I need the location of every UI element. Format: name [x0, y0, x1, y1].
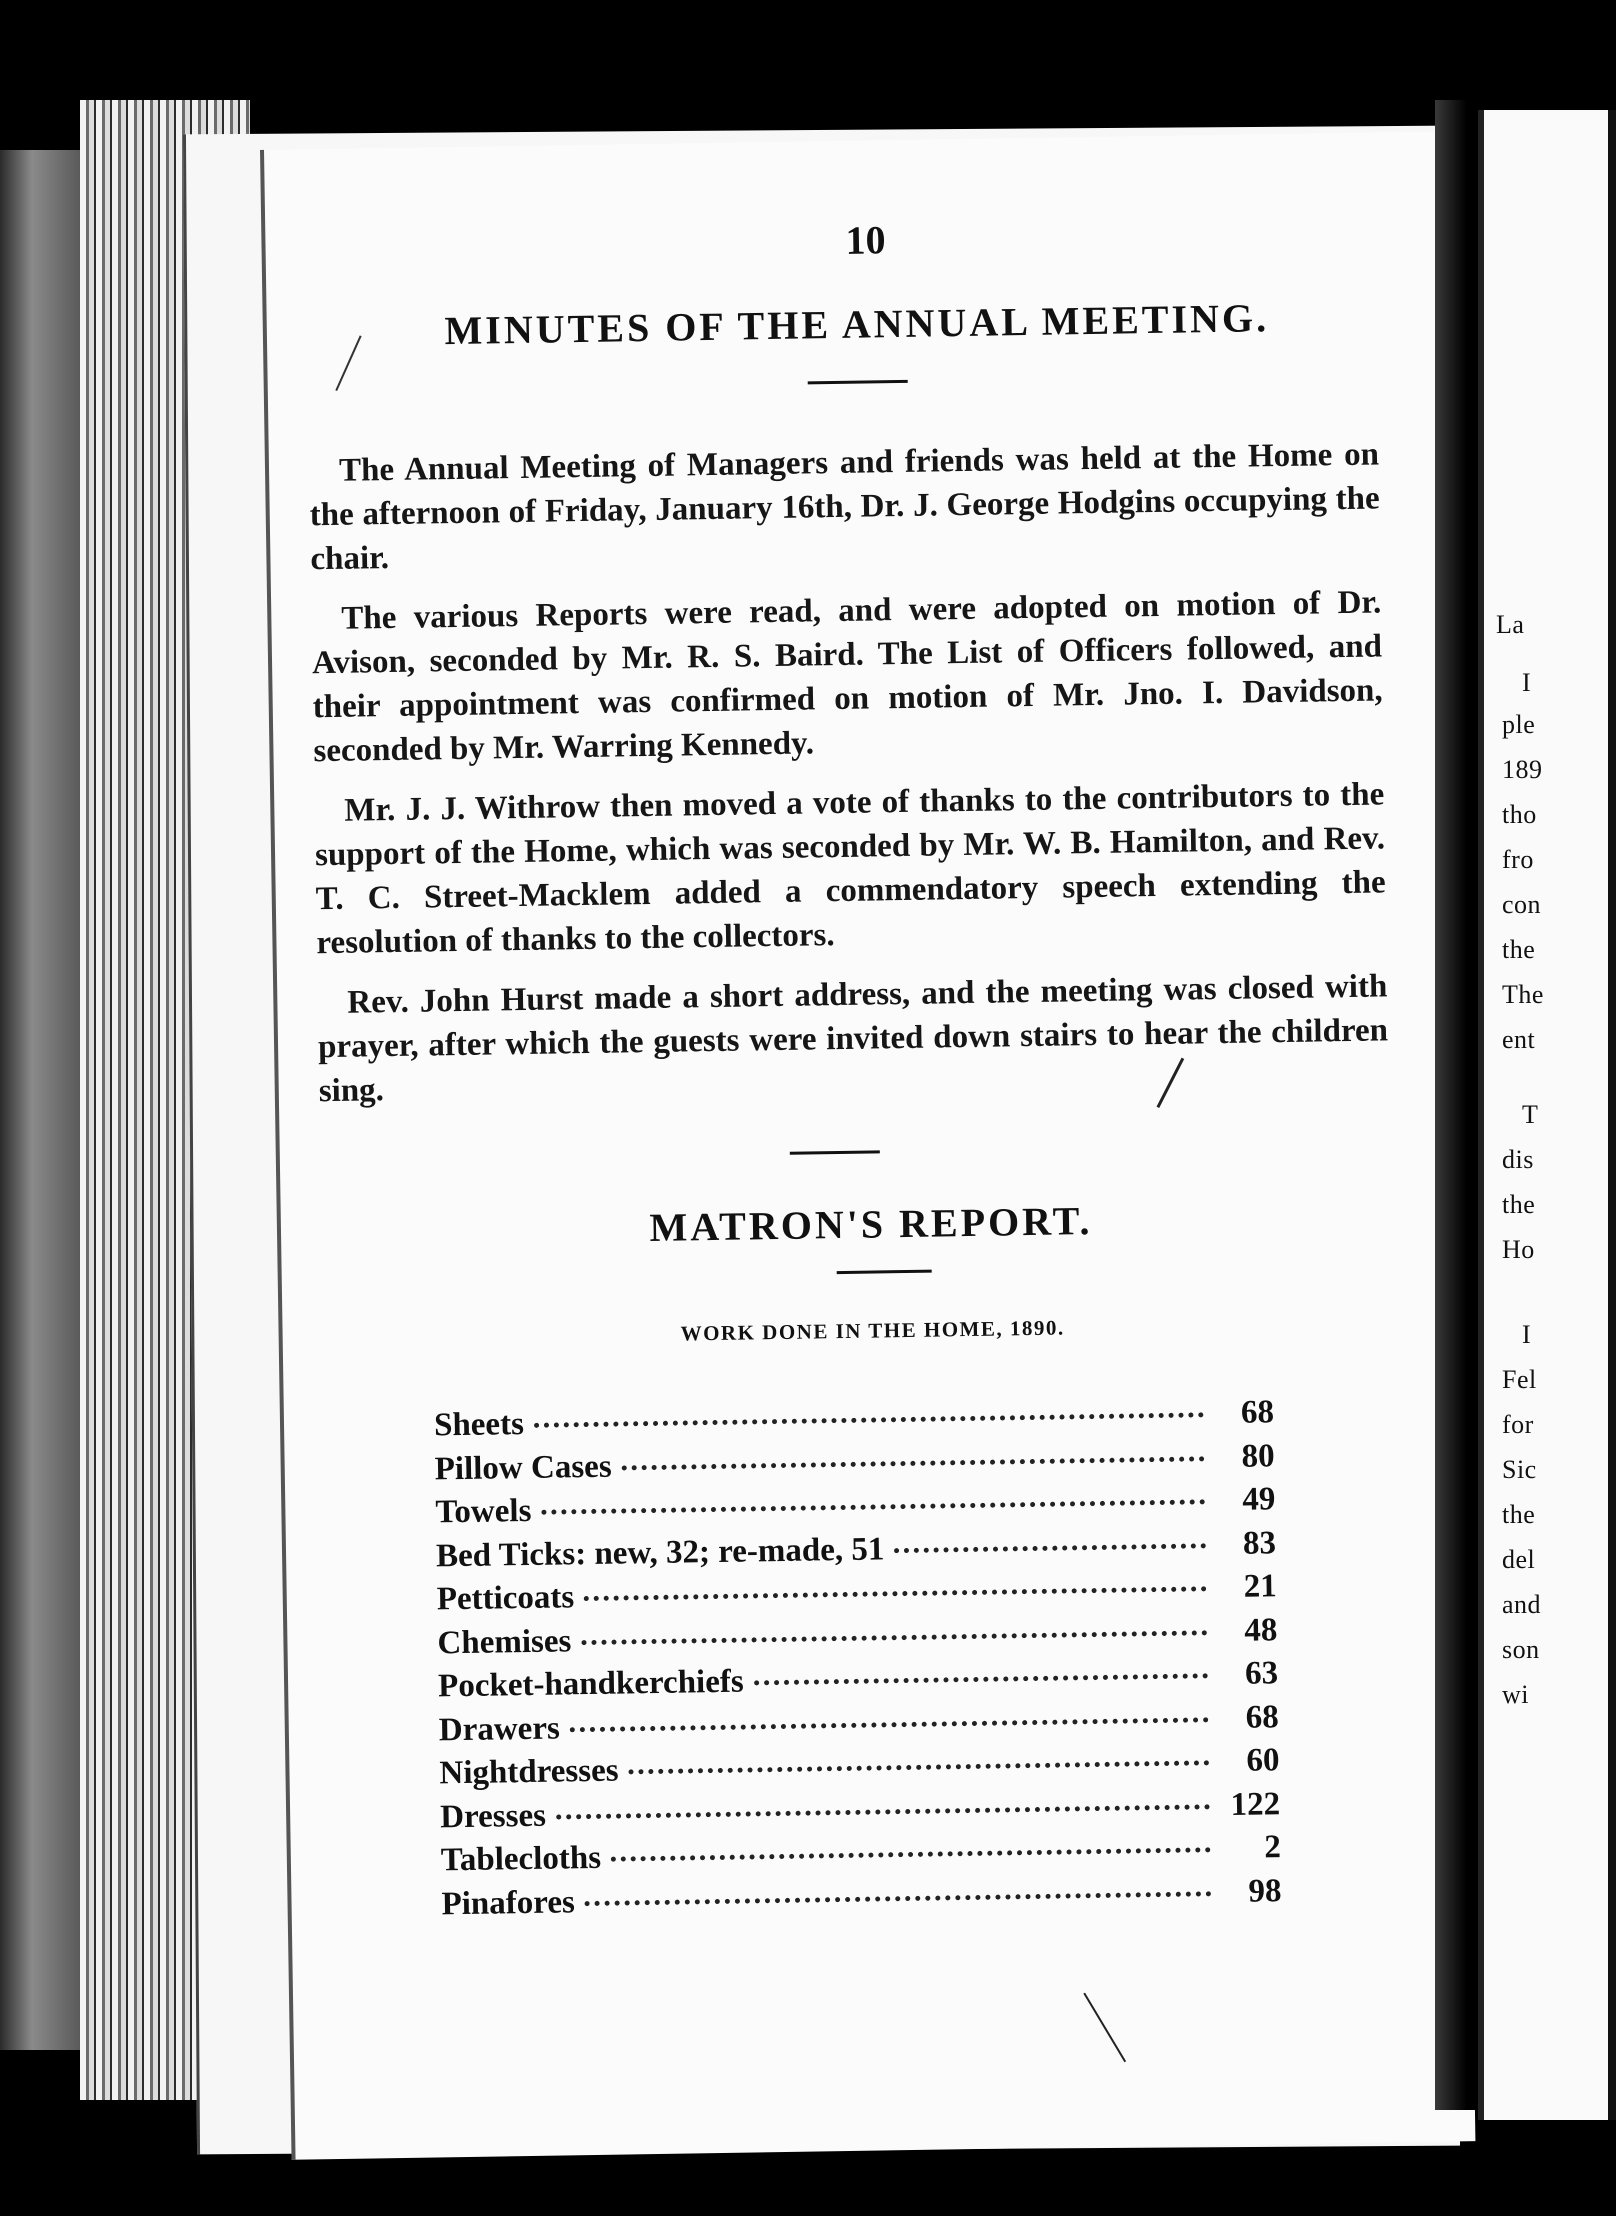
work-item-label: Tablecloths — [440, 1839, 602, 1879]
paragraph-text: Mr. J. J. Withrow then moved a vote of thanks to the contributors to the support of the Home, which was seconded by Mr. W. B. Hamilton, and Rev. T. C. Street-Macklem added a commendatory speech extending the resolution of thanks to the collectors. — [314, 776, 1386, 962]
section-rule — [790, 1150, 880, 1154]
facing-page-fragment: Fel — [1502, 1365, 1537, 1394]
minutes-heading: MINUTES OF THE ANNUAL MEETING. — [444, 295, 1270, 354]
leader-dots — [581, 1630, 1207, 1645]
ink-mark — [1083, 1992, 1128, 2063]
work-item-value: 68 — [1245, 1698, 1280, 1736]
work-item-label: Bed Ticks: new, 32; re-made, 51 — [435, 1530, 885, 1574]
book-gutter — [1435, 100, 1480, 2110]
paragraph-text: Rev. John Hurst made a short address, and the meeting was closed with prayer, after which the guests were invited down stairs to hear the children sing. — [317, 968, 1389, 1110]
matron-report-heading: MATRON'S REPORT. — [649, 1198, 1093, 1251]
work-item-value: 83 — [1242, 1524, 1277, 1562]
facing-page-fragment: son — [1502, 1635, 1540, 1664]
facing-page-fragment: fro — [1502, 845, 1534, 874]
book-cover-edge — [0, 150, 80, 2050]
leader-dots — [894, 1543, 1206, 1553]
work-list — [434, 1394, 1282, 1929]
heading-rule — [808, 380, 908, 385]
leader-dots — [541, 1499, 1205, 1514]
paragraph-text: The Annual Meeting of Managers and friends was held at the Home on the afternoon of Friday, January 16th, Dr. J. George Hodgins occupying the chair. — [309, 436, 1380, 578]
work-item-label: Drawers — [438, 1709, 561, 1748]
work-item-value: 60 — [1246, 1742, 1280, 1779]
work-item-label: Nightdresses — [439, 1752, 619, 1792]
facing-page-fragment: 189 — [1502, 755, 1543, 784]
minutes-paragraph — [317, 964, 1389, 1113]
work-item-value: 48 — [1244, 1611, 1278, 1649]
work-item-value: 2 — [1264, 1829, 1282, 1866]
facing-page-fragment: ple — [1502, 710, 1536, 739]
work-item-value: 80 — [1241, 1437, 1275, 1475]
facing-page-fragment: wi — [1502, 1680, 1529, 1709]
work-item-label: Dresses — [439, 1797, 547, 1835]
leader-dots — [629, 1760, 1210, 1774]
facing-page-fragment: I — [1522, 668, 1532, 697]
work-item-value: 63 — [1244, 1655, 1279, 1692]
facing-page-fragment: Sic — [1502, 1455, 1537, 1484]
facing-page-fragment: and — [1502, 1590, 1542, 1619]
leader-dots — [556, 1804, 1210, 1819]
facing-page-fragment: I — [1522, 1320, 1532, 1349]
facing-page-fragment: tho — [1502, 800, 1537, 829]
heading-rule — [837, 1270, 932, 1274]
work-item-value: 21 — [1243, 1568, 1277, 1605]
work-item-label: Chemises — [437, 1622, 572, 1661]
facing-page-fragment: The — [1502, 980, 1544, 1009]
work-item-value: 49 — [1242, 1481, 1276, 1518]
minutes-paragraph — [309, 432, 1381, 581]
leader-dots — [570, 1717, 1209, 1732]
work-item-label: Pinafores — [441, 1883, 576, 1922]
work-item-label: Sheets — [433, 1406, 525, 1444]
facing-page-fragment: the — [1502, 935, 1536, 964]
leader-dots — [585, 1891, 1212, 1906]
book-page — [260, 131, 1475, 2159]
facing-page-fragment: ent — [1502, 1025, 1536, 1054]
facing-page-fragment: the — [1502, 1500, 1536, 1529]
work-item-label: Pillow Cases — [434, 1448, 612, 1487]
facing-page-fragment: for — [1502, 1410, 1534, 1439]
leader-dots — [622, 1456, 1205, 1470]
work-item-label: Petticoats — [436, 1579, 575, 1618]
facing-page-fragment: del — [1502, 1545, 1536, 1574]
facing-page-fragment: the — [1502, 1190, 1536, 1219]
leader-dots — [584, 1586, 1207, 1601]
leader-dots — [754, 1673, 1208, 1685]
work-item-value: 98 — [1248, 1872, 1282, 1910]
facing-page — [1478, 110, 1616, 2120]
work-item-label: Pocket-handkerchiefs — [437, 1663, 744, 1705]
facing-page-fragment: con — [1502, 890, 1542, 919]
paragraph-text: The various Reports were read, and were adopted on motion of Dr. Avison, seconded by Mr. R. S. Baird. The List of Officers followed, and their appointment was confirmed on motion of Mr. Jno. I. Davidson, seconded by Mr. Warring Kennedy. — [311, 584, 1383, 770]
leader-dots — [611, 1847, 1211, 1861]
minutes-paragraph — [311, 580, 1384, 773]
leader-dots — [534, 1412, 1204, 1428]
work-item-value: 122 — [1230, 1785, 1281, 1823]
facing-page-edge — [1608, 110, 1616, 2120]
work-item-label: Towels — [435, 1492, 532, 1531]
facing-page-fragment: Ho — [1502, 1235, 1535, 1264]
facing-page-fragment: dis — [1502, 1145, 1534, 1174]
facing-page-fragment: T — [1522, 1100, 1539, 1129]
facing-page-fragment: La — [1496, 610, 1525, 639]
work-subtitle: WORK DONE IN THE HOME, 1890. — [680, 1315, 1065, 1346]
work-item-value: 68 — [1240, 1394, 1275, 1431]
minutes-paragraph — [314, 772, 1387, 965]
page-number: 10 — [845, 217, 886, 263]
